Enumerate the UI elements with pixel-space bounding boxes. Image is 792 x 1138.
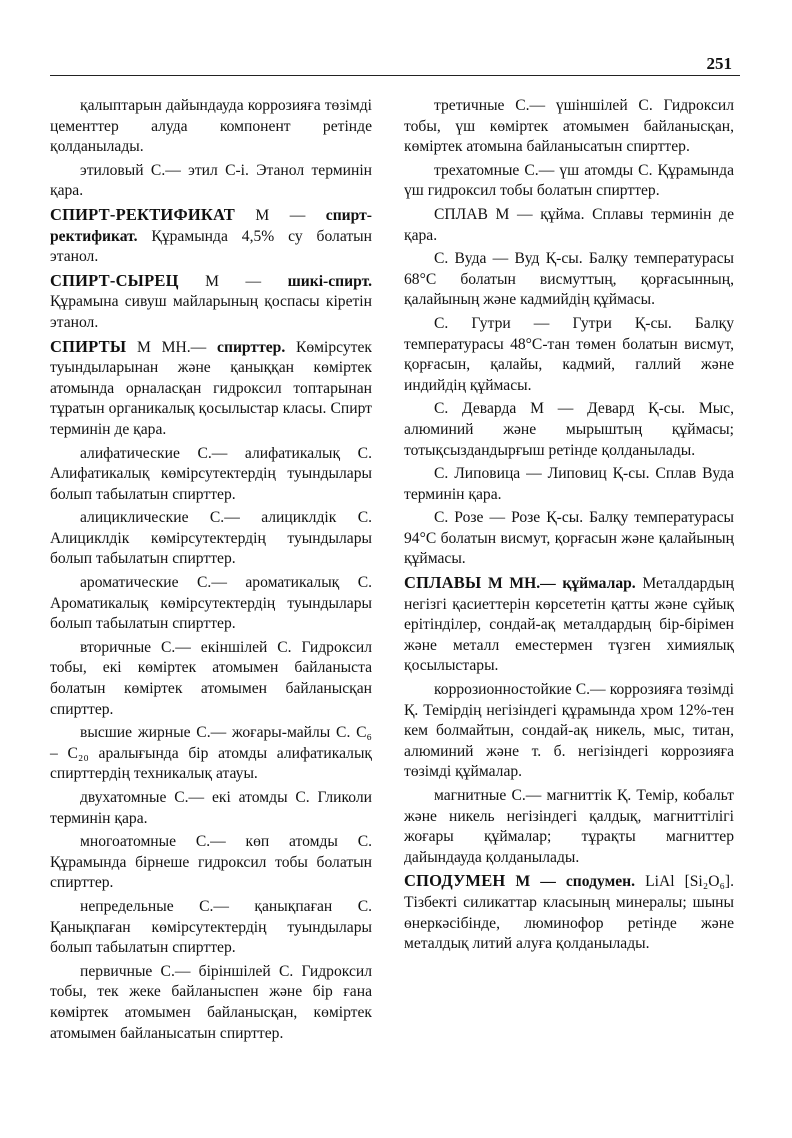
entry-text: алифатические С.— алифатикалық С. Алифатикалық көмірсутектердің туындылары болып табылатын спирттер. bbox=[50, 444, 372, 503]
entry-text: С. Деварда М — Девард Қ-сы. Мыс, алюминий және мырыштың құймасы; тотықсыздандырғыш ретінде қолданылады. bbox=[404, 400, 734, 459]
entry-text: магнитные С.— магниттік Қ. Темір, кобальт және никель негізіндегі қалдық, магниттілігі жоғары құймалар; тұрақты магниттер дайындауда қолданылады. bbox=[404, 787, 734, 866]
entry-text: Құрамына сивуш майларының қоспасы кіретін этанол. bbox=[50, 293, 372, 331]
headword: СПИРТ-РЕКТИФИКАТ bbox=[50, 204, 235, 224]
bold-term: шикі-спирт. bbox=[287, 272, 372, 290]
dictionary-subentry bbox=[404, 464, 734, 505]
entry-text: алициклические С.— алициклдік С. Алициклдік көмірсутектердің туындылары болып табылатын спирттер. bbox=[50, 509, 372, 568]
entry-text: ароматические С.— ароматикалық С. Ароматикалық көмірсутектердің туындылары болып табылатын спирттер. bbox=[50, 574, 372, 633]
entry-text: вторичные С.— екіншілей С. Гидроксил тобы, екі көміртек атомымен байланыста болатын көміртек атомымен байланысқан спирттер. bbox=[50, 638, 372, 718]
dictionary-headword-entry bbox=[404, 573, 734, 677]
entry-text: высшие жирные С.— жоғары-майлы С. С₆ – С₂₀ аралығында бір атомды алифатикалық спирттердің техникалық атауы. bbox=[50, 724, 372, 783]
dictionary-subentry bbox=[50, 161, 372, 202]
entry-text: СПЛАВ М — құйма. Сплавы терминін де қара. bbox=[404, 205, 734, 244]
bold-term: спирт-ректификат. bbox=[50, 206, 372, 245]
headword: СПЛАВЫ bbox=[404, 573, 482, 593]
entry-text: қалыптарын дайындауда коррозияға төзімді цементтер алуда компонент ретінде қолданылады. bbox=[50, 97, 372, 156]
bold-term: спирттер. bbox=[217, 338, 286, 356]
entry-text: LiAl [Si₂O₆]. Тізбекті силикаттар класының минералы; шыны өнеркәсібінде, люминофор ретінде және металдық литий алуға қолданылады. bbox=[404, 873, 734, 953]
dictionary-subentry bbox=[50, 897, 372, 959]
dictionary-subentry bbox=[404, 161, 734, 202]
entry-text: С. Гутри — Гутри Қ-сы. Балқу температурасы 48°С-тан төмен болатын висмут, қорғасын, қалайы, кадмий, галлий және индийдің құймасы. bbox=[404, 314, 734, 394]
dictionary-subentry bbox=[404, 399, 734, 461]
entry-text: Көмірсутек туындыларынан және қаныққан көміртек атомында орналасқан гидроксил топтарынан тұратын органикалық қосылыстар класы. Спирт терминін де қара. bbox=[50, 338, 372, 438]
left-column bbox=[50, 96, 372, 1047]
dictionary-subentry bbox=[50, 444, 372, 506]
dictionary-subentry bbox=[50, 723, 372, 785]
page-number: 251 bbox=[706, 54, 732, 73]
headword: СПОДУМЕН bbox=[404, 871, 506, 891]
dictionary-subentry bbox=[404, 680, 734, 783]
entry-text: коррозионностойкие С.— коррозияға төзімді Қ. Темірдің негізіндегі құрамында хром 12%-тен кем болмайтын, сондай-ақ никель, мыс, титан, алюминий және т. б. негізіндегі коррозияға төзімді құймалар. bbox=[404, 681, 734, 781]
entry-text: М МН.— bbox=[126, 338, 218, 356]
entry-text: Металдардың негізгі қасиеттерін көрсететін қатты және сұйық ерітінділер, сондай-ақ металдардың бір-бірімен және металл еместермен түзген химиялық қосылыстары. bbox=[404, 575, 734, 675]
dictionary-headword-entry bbox=[50, 337, 372, 441]
entry-text: этиловый С.— этил С-і. Этанол терминін қара. bbox=[50, 161, 372, 200]
dictionary-subentry bbox=[50, 788, 372, 829]
entry-text: трехатомные С.— үш атомды С. Құрамында үш гидроксил тобы болатын спирттер. bbox=[404, 161, 734, 200]
entry-text: С. Вуда — Вуд Қ-сы. Балқу температурасы 68°С болатын висмуттың, қорғасынның, қалайының және кадмийдің құймасы. bbox=[404, 250, 734, 309]
dictionary-subentry bbox=[404, 205, 734, 246]
bold-term: М МН.— bbox=[481, 575, 563, 593]
dictionary-subentry bbox=[404, 508, 734, 570]
entry-text: первичные С.— біріншілей С. Гидроксил тобы, тек жеке байланыспен және бір ғана көміртек атомымен байланысқан, көміртек атомымен байланысатын спирттер. bbox=[50, 962, 372, 1042]
header-rule bbox=[50, 75, 740, 76]
entry-text: С. Липовица — Липовиц Қ-сы. Сплав Вуда терминін қара. bbox=[404, 465, 734, 503]
dictionary-subentry bbox=[50, 573, 372, 635]
bold-term: М — bbox=[505, 873, 566, 891]
entry-text: М — bbox=[234, 206, 326, 224]
dictionary-headword-entry bbox=[50, 271, 372, 334]
entry-text: третичные С.— үшіншілей С. Гидроксил тобы, үш көміртек атомымен байланысқан, көміртек атомына байланысатын спирттер. bbox=[404, 97, 734, 156]
dictionary-headword-entry bbox=[404, 871, 734, 954]
dictionary-subentry bbox=[404, 96, 734, 158]
entry-text: Құрамында 4,5% су болатын этанол. bbox=[50, 227, 372, 266]
dictionary-subentry bbox=[50, 96, 372, 158]
entry-text: многоатомные С.— көп атомды С. Құрамында бірнеше гидроксил тобы болатын спирттер. bbox=[50, 833, 372, 892]
dictionary-subentry bbox=[404, 314, 734, 396]
dictionary-subentry bbox=[404, 786, 734, 868]
entry-text: С. Розе — Розе Қ-сы. Балқу температурасы 94°С болатын висмут, қорғасын және қалайының құймасы. bbox=[404, 509, 734, 568]
entry-text: непредельные С.— қанықпаған С. Қанықпаған көмірсутектердің туындылары болып табылатын спирттер. bbox=[50, 897, 372, 957]
bold-term: сподумен. bbox=[565, 873, 636, 891]
dictionary-subentry bbox=[50, 962, 372, 1044]
bold-term: құймалар. bbox=[562, 575, 636, 593]
headword: СПИРТЫ bbox=[50, 336, 127, 356]
dictionary-subentry bbox=[50, 832, 372, 894]
entry-text: М — bbox=[178, 272, 288, 290]
dictionary-subentry bbox=[404, 249, 734, 311]
right-column bbox=[404, 96, 734, 958]
dictionary-subentry bbox=[50, 508, 372, 570]
headword: СПИРТ-СЫРЕЦ bbox=[50, 270, 179, 290]
dictionary-headword-entry bbox=[50, 205, 372, 268]
entry-text: двухатомные С.— екі атомды С. Гликоли терминін қара. bbox=[50, 789, 372, 827]
dictionary-subentry bbox=[50, 638, 372, 720]
